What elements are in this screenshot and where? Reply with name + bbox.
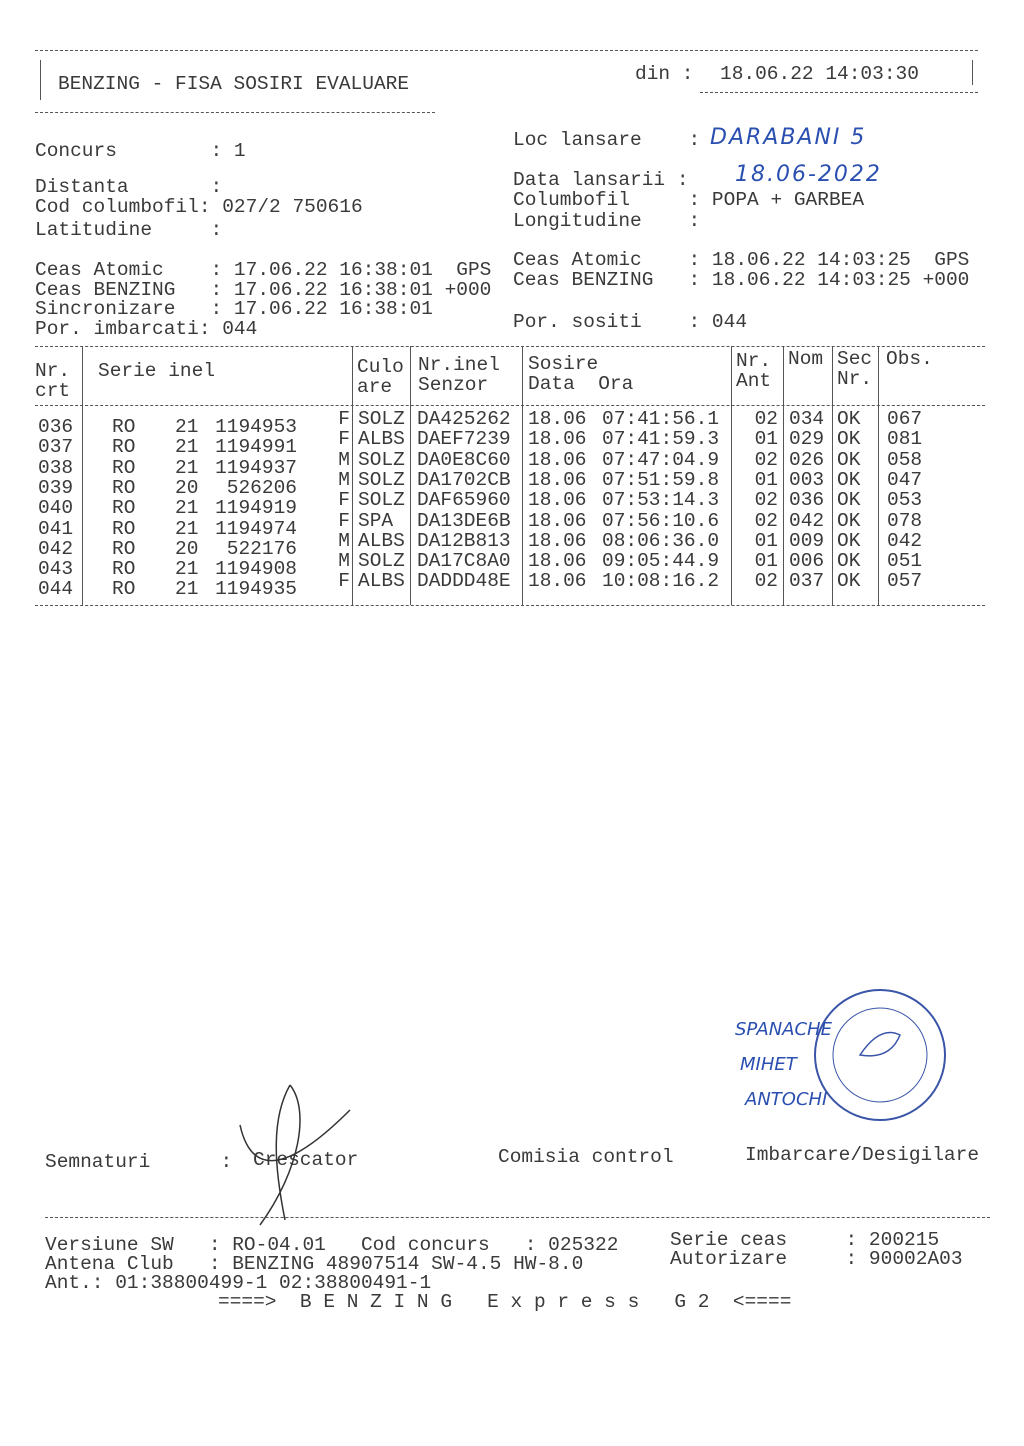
row-nom: 034: [789, 408, 825, 430]
document-title: BENZING - FISA SOSIRI EVALUARE: [58, 73, 410, 95]
table-row: [0, 448, 1024, 479]
row-obs: 053: [887, 489, 923, 512]
row-antenna: 02: [754, 570, 778, 593]
concurs: Concurs : 1: [35, 140, 246, 162]
loc-lansare-handwritten: DARABANI 5: [710, 125, 867, 150]
row-country: RO: [112, 497, 136, 520]
row-nr: 036: [38, 416, 74, 438]
row-time: 07:51:59.8: [602, 468, 720, 491]
row-sex: M: [338, 448, 350, 471]
row-sensor: DADDD48E: [417, 570, 511, 593]
row-sex: M: [338, 468, 350, 491]
row-date: 18.06: [528, 448, 587, 471]
header-inel-1: Nr.inel: [418, 354, 500, 376]
row-nr: 039: [38, 476, 74, 499]
header-serie-inel: Serie inel: [98, 360, 216, 382]
row-nr: 040: [38, 497, 74, 520]
row-antenna: 02: [754, 408, 778, 430]
header-nr: Nr.: [35, 360, 71, 382]
row-obs: 051: [887, 550, 923, 573]
row-color: SOLZ: [358, 550, 405, 573]
serie-ceas: Serie ceas : 200215: [670, 1229, 940, 1251]
longitudine: Longitudine :: [513, 210, 701, 232]
row-nr: 042: [38, 537, 74, 560]
table-row: [0, 489, 1024, 520]
row-year: 21: [175, 416, 199, 438]
crescator-label: Crescator: [253, 1149, 359, 1171]
row-country: RO: [112, 537, 136, 560]
benzing-brand: ====> B E N Z I N G E x p r e s s G 2 <====: [218, 1291, 792, 1313]
header-mid-border: [700, 92, 978, 93]
row-obs: 081: [887, 428, 923, 451]
row-color: SPA: [358, 509, 394, 532]
row-antenna: 02: [754, 448, 778, 471]
row-nr: 038: [38, 456, 74, 479]
data-lansarii-label: Data lansarii :: [513, 169, 689, 191]
row-ring: 1194919: [215, 497, 297, 520]
row-color: SOLZ: [358, 468, 405, 491]
row-time: 07:53:14.3: [602, 489, 720, 512]
comisia-control-label: Comisia control: [498, 1146, 674, 1168]
row-antenna: 01: [754, 529, 778, 552]
row-sex: F: [338, 428, 350, 451]
row-country: RO: [112, 578, 136, 601]
header-right-border: [972, 60, 973, 85]
loc-lansare-label: Loc lansare :: [513, 129, 701, 151]
ceas-atomic-end: Ceas Atomic : 18.06.22 14:03:25 GPS: [513, 249, 970, 271]
distanta: Distanta :: [35, 176, 223, 198]
table-row: [0, 428, 1024, 459]
row-year: 21: [175, 456, 199, 479]
row-nr: 037: [38, 436, 74, 459]
row-color: SOLZ: [358, 489, 405, 512]
row-ring: 1194937: [215, 456, 297, 479]
row-country: RO: [112, 416, 136, 438]
row-time: 08:06:36.0: [602, 529, 720, 552]
row-sex: F: [338, 489, 350, 512]
row-nr: 043: [38, 558, 74, 581]
latitudine: Latitudine :: [35, 219, 223, 241]
row-antenna: 01: [754, 550, 778, 573]
row-time: 07:56:10.6: [602, 509, 720, 532]
row-time: 09:05:44.9: [602, 550, 720, 573]
club-stamp: [730, 985, 970, 1125]
header-crt: crt: [35, 380, 71, 402]
row-sex: F: [338, 570, 350, 593]
row-nom: 042: [789, 509, 825, 532]
row-country: RO: [112, 476, 136, 499]
row-time: 07:41:59.3: [602, 428, 720, 451]
row-sec: OK: [837, 448, 861, 471]
row-sex: M: [338, 550, 350, 573]
row-country: RO: [112, 456, 136, 479]
ceas-benzing-start: Ceas BENZING : 17.06.22 16:38:01 +000: [35, 279, 492, 301]
row-ring: 1194991: [215, 436, 297, 459]
header-sosire: Sosire: [528, 353, 599, 375]
header-left-border: [40, 60, 41, 100]
row-nom: 003: [789, 468, 825, 491]
row-sec: OK: [837, 529, 861, 552]
row-year: 20: [175, 537, 199, 560]
row-year: 21: [175, 517, 199, 540]
row-date: 18.06: [528, 529, 587, 552]
row-nom: 026: [789, 448, 825, 471]
antena-club: Antena Club : BENZING 48907514 SW-4.5 HW-8.0: [45, 1253, 584, 1275]
cod-columbofil: Cod columbofil: 027/2 750616: [35, 196, 363, 218]
row-sec: OK: [837, 428, 861, 451]
row-color: SOLZ: [358, 408, 405, 430]
row-nr: 044: [38, 578, 74, 601]
row-sensor: DA12B813: [417, 529, 511, 552]
row-date: 18.06: [528, 509, 587, 532]
semnaturi-label: Semnaturi :: [45, 1151, 233, 1173]
row-sensor: DAEF7239: [417, 428, 511, 451]
row-country: RO: [112, 517, 136, 540]
row-sensor: DAF65960: [417, 489, 511, 512]
report-date-label: din :: [635, 63, 694, 85]
row-sec: OK: [837, 489, 861, 512]
table-row: [0, 570, 1024, 601]
report-date: 18.06.22 14:03:30: [720, 63, 919, 85]
row-date: 18.06: [528, 408, 587, 430]
autorizare: Autorizare : 90002A03: [670, 1248, 963, 1270]
row-nom: 036: [789, 489, 825, 512]
table-bottom-border: [35, 605, 985, 606]
row-ring: 1194974: [215, 517, 297, 540]
row-country: RO: [112, 436, 136, 459]
row-sec: OK: [837, 509, 861, 532]
header-culoare-2: are: [357, 376, 393, 398]
row-country: RO: [112, 558, 136, 581]
sincronizare: Sincronizare : 17.06.22 16:38:01: [35, 298, 433, 320]
row-ring: 1194935: [215, 578, 297, 601]
row-antenna: 01: [754, 468, 778, 491]
row-sex: M: [338, 529, 350, 552]
row-time: 07:47:04.9: [602, 448, 720, 471]
ceas-atomic-start: Ceas Atomic : 17.06.22 16:38:01 GPS: [35, 259, 492, 281]
row-color: ALBS: [358, 529, 405, 552]
row-ring: 1194953: [215, 416, 297, 438]
row-sensor: DA0E8C60: [417, 448, 511, 471]
header-sec-2: Nr.: [837, 368, 873, 390]
header-culoare-1: Culo: [357, 356, 404, 378]
row-nom: 006: [789, 550, 825, 573]
row-date: 18.06: [528, 468, 587, 491]
row-obs: 078: [887, 509, 923, 532]
row-sec: OK: [837, 468, 861, 491]
row-sex: F: [338, 509, 350, 532]
row-color: SOLZ: [358, 448, 405, 471]
row-ring: 522176: [226, 537, 297, 560]
row-nom: 009: [789, 529, 825, 552]
row-ring: 526206: [226, 476, 297, 499]
row-antenna: 02: [754, 489, 778, 512]
row-obs: 047: [887, 468, 923, 491]
row-year: 21: [175, 558, 199, 581]
row-date: 18.06: [528, 489, 587, 512]
row-sensor: DA425262: [417, 408, 511, 430]
row-sex: F: [338, 408, 350, 430]
header-nom: Nom: [788, 348, 824, 370]
por-sositi: Por. sositi : 044: [513, 311, 748, 333]
table-row: [0, 550, 1024, 581]
svg-text:ANTOCHI: ANTOCHI: [745, 1089, 828, 1110]
row-ring: 1194908: [215, 558, 297, 581]
row-sensor: DA13DE6B: [417, 509, 511, 532]
row-date: 18.06: [528, 550, 587, 573]
table-top-border: [35, 346, 985, 347]
row-sec: OK: [837, 550, 861, 573]
row-sensor: DA1702CB: [417, 468, 511, 491]
row-year: 21: [175, 497, 199, 520]
header-nr-ant-2: Ant: [736, 370, 772, 392]
row-antenna: 02: [754, 509, 778, 532]
svg-text:SPANACHE: SPANACHE: [735, 1019, 832, 1040]
data-lansarii-handwritten: 18.06-2022: [735, 162, 882, 187]
footer-border: [45, 1217, 990, 1218]
table-row: [0, 408, 1024, 438]
row-sec: OK: [837, 570, 861, 593]
row-obs: 058: [887, 448, 923, 471]
header-inel-2: Senzor: [418, 374, 489, 396]
row-antenna: 01: [754, 428, 778, 451]
row-year: 21: [175, 436, 199, 459]
table-header-border: [35, 405, 985, 406]
row-color: ALBS: [358, 570, 405, 593]
table-row: [0, 509, 1024, 540]
row-year: 20: [175, 476, 199, 499]
row-color: ALBS: [358, 428, 405, 451]
row-obs: 057: [887, 570, 923, 593]
table-row: [0, 468, 1024, 499]
row-nr: 041: [38, 517, 74, 540]
row-nom: 037: [789, 570, 825, 593]
row-date: 18.06: [528, 428, 587, 451]
row-time: 10:08:16.2: [602, 570, 720, 593]
row-sensor: DA17C8A0: [417, 550, 511, 573]
row-nom: 029: [789, 428, 825, 451]
row-obs: 042: [887, 529, 923, 552]
svg-text:MIHET: MIHET: [740, 1054, 797, 1075]
imbarcare-label: Imbarcare/Desigilare: [745, 1144, 980, 1166]
header-nr-ant-1: Nr.: [736, 350, 772, 372]
row-obs: 067: [887, 408, 923, 430]
breeder-signature: [230, 1080, 370, 1230]
row-time: 07:41:56.1: [602, 408, 720, 430]
table-row: [0, 529, 1024, 560]
header-top-border: [35, 50, 978, 51]
por-imbarcati: Por. imbarcati: 044: [35, 318, 258, 340]
row-year: 21: [175, 578, 199, 601]
header-obs: Obs.: [886, 348, 933, 370]
antenna-ids: Ant.: 01:38800499-1 02:38800491-1: [45, 1272, 432, 1294]
header-bottom-border: [35, 112, 435, 113]
header-data-ora: Data Ora: [528, 373, 634, 395]
ceas-benzing-end: Ceas BENZING : 18.06.22 14:03:25 +000: [513, 269, 970, 291]
header-sec-1: Sec: [837, 348, 873, 370]
row-sec: OK: [837, 408, 861, 430]
columbofil: Columbofil : POPA + GARBEA: [513, 189, 865, 211]
row-date: 18.06: [528, 570, 587, 593]
versiune-sw: Versiune SW : RO-04.01 Cod concurs : 025322: [45, 1234, 619, 1256]
